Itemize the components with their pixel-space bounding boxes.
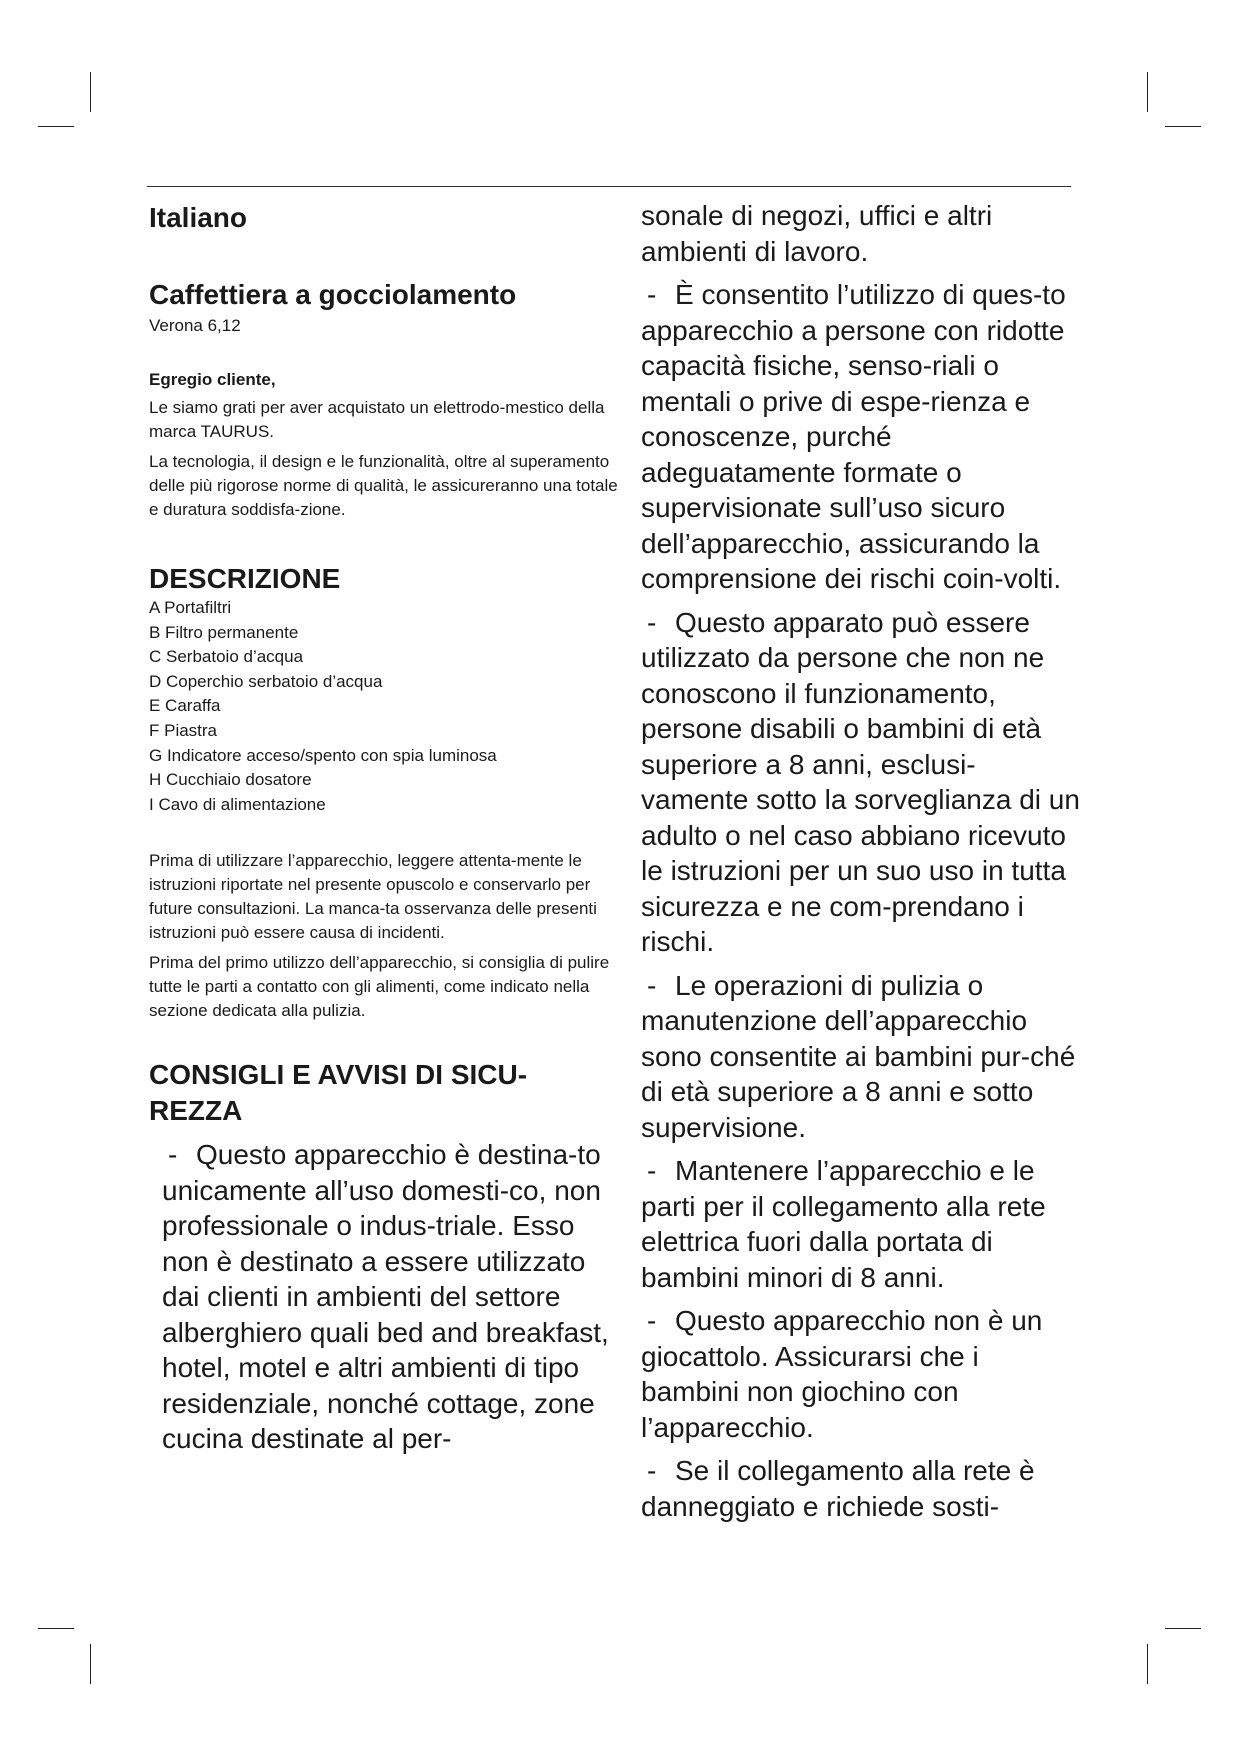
part-item: G Indicatore acceso/spento con spia luminosa: [149, 745, 497, 765]
bullet-dash: -: [647, 1305, 657, 1336]
left-column: [149, 198, 619, 1463]
safety-item-text: È consentito l’utilizzo di ques-to apparecchio a persone con ridotte capacità fisiche, senso-riali o mentali o prive di espe-rienza e conoscenze, purché adeguatamente formate o supervisionate sull’uso sicuro dell’apparecchio, assicurando la comprensione dei rischi coin-volti.: [641, 279, 1066, 594]
safety-title: CONSIGLI E AVVISI DI SICU-REZZA: [149, 1059, 528, 1127]
safety-item: [149, 1137, 619, 1457]
product-title: Caffettiera a gocciolamento: [149, 279, 517, 310]
bullet-dash: -: [647, 1455, 657, 1486]
part-item: F Piastra: [149, 720, 218, 740]
greeting-paragraph: Le siamo grati per aver acquistato un elettrodo-mestico della marca TAURUS.: [149, 398, 605, 441]
part-item: I Cavo di alimentazione: [149, 794, 326, 814]
safety-item-text: Questo apparato può essere utilizzato da persone che non ne conoscono il funzionamento, persone disabili o bambini di età superiore a 8 anni, esclusi-vamente sotto la sorveglianza di un adulto o nel caso abbiano ricevuto le istruzioni per un suo uso in tutta sicurezza e ne com-prendano i rischi.: [641, 606, 1080, 957]
crop-mark: [1165, 1628, 1201, 1629]
safety-item: [641, 277, 1081, 597]
crop-mark: [90, 1644, 91, 1684]
safety-item: [641, 1303, 1081, 1445]
description-title: DESCRIZIONE: [149, 563, 341, 594]
part-item: H Cucchiaio dosatore: [149, 770, 312, 790]
crop-mark: [90, 72, 91, 112]
safety-item-text: Mantenere l’apparecchio e le parti per il collegamento alla rete elettrica fuori dalla portata di bambini minori di 8 anni.: [641, 1155, 1046, 1293]
safety-item-text: Questo apparecchio è destina-to unicamente all’uso domesti-co, non professionale o indus-triale. Esso non è destinato a essere utilizzato dai clienti in ambienti del settore alberghiero quali bed and breakfast, hotel, motel e altri ambienti di tipo residenziale, nonché cottage, zone cucina destinate al per-: [162, 1139, 609, 1455]
description-note: Prima del primo utilizzo dell’apparecchio, si consiglia di pulire tutte le parti a contatto con gli alimenti, come indicato nella sezione dedicata alla pulizia.: [149, 953, 610, 1021]
greeting-paragraph: La tecnologia, il design e le funzionalità, oltre al superamento delle più rigorose norme di qualità, le assicureranno una totale e duratura soddisfa-zione.: [149, 452, 618, 519]
bullet-dash: -: [647, 279, 657, 310]
bullet-dash: -: [647, 1155, 657, 1186]
product-model: Verona 6,12: [149, 316, 241, 335]
safety-item-text: Questo apparecchio non è un giocattolo. Assicurarsi che i bambini non giochino con l’apparecchio.: [641, 1305, 1043, 1443]
description-note: Prima di utilizzare l’apparecchio, leggere attenta-mente le istruzioni riportate nel presente opuscolo e conservarlo per future consultazioni. La manca-ta osservanza delle presenti istruzioni può essere causa di incidenti.: [149, 851, 597, 943]
part-item: A Portafiltri: [149, 598, 232, 617]
greeting-heading: Egregio cliente,: [149, 370, 276, 389]
crop-mark: [1165, 126, 1201, 127]
safety-item-text: Le operazioni di pulizia o manutenzione dell’apparecchio sono consentite ai bambini pur-ché di età superiore a 8 anni e sotto supervisione.: [641, 969, 1076, 1143]
part-item: B Filtro permanente: [149, 622, 299, 642]
bullet-dash: -: [647, 969, 657, 1001]
crop-mark: [1147, 72, 1148, 112]
safety-item: [641, 605, 1081, 960]
parts-list: [149, 596, 619, 817]
safety-item: [641, 1153, 1081, 1295]
bullet-dash: -: [647, 606, 657, 638]
part-item: D Coperchio serbatoio d’acqua: [149, 671, 383, 691]
header-rule: [147, 186, 1071, 187]
safety-item-text: Se il collegamento alla rete è danneggiato e richiede sosti-: [641, 1455, 1035, 1522]
crop-mark: [38, 126, 74, 127]
safety-continued-text: sonale di negozi, uffici e altri ambienti di lavoro.: [641, 200, 993, 267]
part-item: E Caraffa: [149, 696, 221, 716]
safety-item: [641, 968, 1081, 1146]
safety-item: [641, 1453, 1081, 1524]
crop-mark: [38, 1628, 74, 1629]
part-item: C Serbatoio d’acqua: [149, 647, 304, 667]
crop-mark: [1147, 1644, 1148, 1684]
bullet-dash: -: [168, 1139, 178, 1171]
language-heading: Italiano: [149, 202, 248, 233]
right-column: [641, 198, 1081, 1532]
